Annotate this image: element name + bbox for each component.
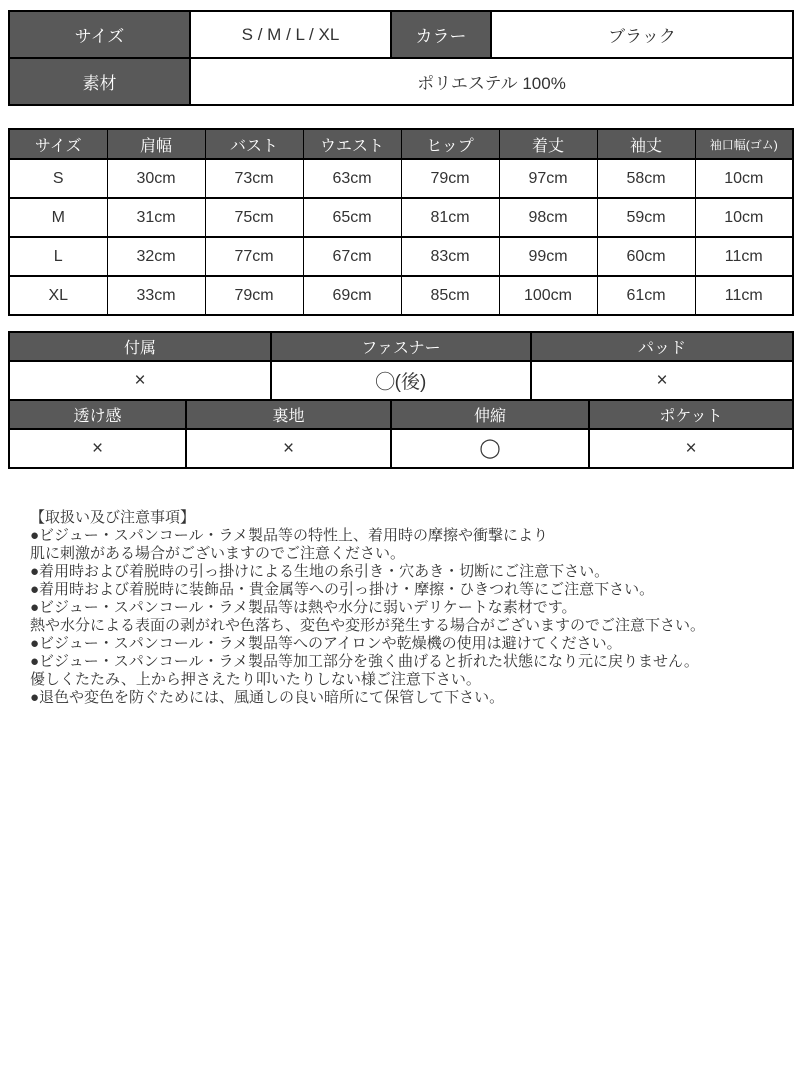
color-value: ブラック: [491, 11, 793, 58]
cell-bust: 75cm: [205, 198, 303, 237]
col-header-cuff: 袖口幅(ゴム): [695, 129, 793, 159]
care-line: ●着用時および着脱時に装飾品・貴金属等への引っ掛け・摩擦・ひきつれ等にご注意下さい。: [30, 581, 655, 598]
sheerness-label: 透け感: [9, 400, 186, 429]
features2-value-row: [9, 429, 793, 468]
care-line: ●ビジュー・スパンコール・ラメ製品等の特性上、着用時の摩擦や衝撃により: [30, 527, 549, 544]
table-row-l: [9, 237, 793, 276]
pocket-label: ポケット: [589, 400, 793, 429]
fastener-value: ◯(後): [271, 361, 531, 400]
stretch-label: 伸縮: [391, 400, 589, 429]
cell-size: S: [9, 159, 107, 198]
cell-sleeve: 60cm: [597, 237, 695, 276]
care-line: ●ビジュー・スパンコール・ラメ製品等は熱や水分に弱いデリケートな素材です。: [30, 599, 577, 616]
col-header-sleeve: 袖丈: [597, 129, 695, 159]
features1-header-row: [9, 332, 793, 361]
col-header-shoulder: 肩幅: [107, 129, 205, 159]
fastener-label: ファスナー: [271, 332, 531, 361]
table-row-xl: [9, 276, 793, 315]
cell-waist: 65cm: [303, 198, 401, 237]
cell-cuff: 11cm: [695, 276, 793, 315]
col-header-size: サイズ: [9, 129, 107, 159]
care-title: 【取扱い及び注意事項】: [30, 509, 196, 526]
cell-length: 97cm: [499, 159, 597, 198]
pocket-value: ×: [589, 429, 793, 468]
pad-value: ×: [531, 361, 793, 400]
material-value: ポリエステル 100%: [190, 58, 793, 105]
spec-row-size-color: [9, 11, 793, 58]
col-header-bust: バスト: [205, 129, 303, 159]
cell-shoulder: 32cm: [107, 237, 205, 276]
cell-waist: 63cm: [303, 159, 401, 198]
cell-sleeve: 59cm: [597, 198, 695, 237]
care-line: ●退色や変色を防ぐためには、風通しの良い暗所にて保管して下さい。: [30, 689, 505, 706]
cell-shoulder: 31cm: [107, 198, 205, 237]
accessory-value: ×: [9, 361, 271, 400]
features2-header-row: [9, 400, 793, 429]
cell-sleeve: 61cm: [597, 276, 695, 315]
col-header-hip: ヒップ: [401, 129, 499, 159]
features-table-2: [8, 399, 794, 469]
accessory-label: 付属: [9, 332, 271, 361]
size-label: サイズ: [9, 11, 190, 58]
lining-label: 裏地: [186, 400, 391, 429]
cell-bust: 79cm: [205, 276, 303, 315]
spec-row-material: [9, 58, 793, 105]
care-notes: [30, 509, 780, 707]
care-line: 肌に刺激がある場合がございますのでご注意ください。: [30, 545, 406, 562]
cell-sleeve: 58cm: [597, 159, 695, 198]
care-line: 優しくたたみ、上から押さえたり叩いたりしない様ご注意下さい。: [30, 671, 481, 688]
cell-cuff: 11cm: [695, 237, 793, 276]
col-header-waist: ウエスト: [303, 129, 401, 159]
cell-hip: 79cm: [401, 159, 499, 198]
sheerness-value: ×: [9, 429, 186, 468]
col-header-length: 着丈: [499, 129, 597, 159]
cell-shoulder: 30cm: [107, 159, 205, 198]
cell-length: 100cm: [499, 276, 597, 315]
care-line: ●ビジュー・スパンコール・ラメ製品等へのアイロンや乾燥機の使用は避けてください。: [30, 635, 622, 652]
cell-size: XL: [9, 276, 107, 315]
care-line: 熱や水分による表面の剥がれや色落ち、変色や変形が発生する場合がございますのでご注意下さい。: [30, 617, 706, 634]
cell-size: L: [9, 237, 107, 276]
pad-label: パッド: [531, 332, 793, 361]
care-line: ●ビジュー・スパンコール・ラメ製品等加工部分を強く曲げると折れた状態になり元に戻りません。: [30, 653, 699, 670]
cell-cuff: 10cm: [695, 198, 793, 237]
size-value: S / M / L / XL: [190, 11, 391, 58]
cell-hip: 81cm: [401, 198, 499, 237]
cell-hip: 83cm: [401, 237, 499, 276]
cell-bust: 73cm: [205, 159, 303, 198]
lining-value: ×: [186, 429, 391, 468]
measurements-table: [8, 128, 794, 316]
color-label: カラー: [391, 11, 491, 58]
cell-length: 99cm: [499, 237, 597, 276]
cell-cuff: 10cm: [695, 159, 793, 198]
cell-hip: 85cm: [401, 276, 499, 315]
stretch-value: ◯: [391, 429, 589, 468]
cell-length: 98cm: [499, 198, 597, 237]
cell-shoulder: 33cm: [107, 276, 205, 315]
material-label: 素材: [9, 58, 190, 105]
cell-size: M: [9, 198, 107, 237]
features1-value-row: [9, 361, 793, 400]
cell-waist: 69cm: [303, 276, 401, 315]
measurements-header-row: [9, 129, 793, 159]
cell-waist: 67cm: [303, 237, 401, 276]
spec-table: [8, 10, 794, 106]
table-row-m: [9, 198, 793, 237]
cell-bust: 77cm: [205, 237, 303, 276]
features-table-1: [8, 331, 794, 401]
care-line: ●着用時および着脱時の引っ掛けによる生地の糸引き・穴あき・切断にご注意下さい。: [30, 563, 610, 580]
table-row-s: [9, 159, 793, 198]
